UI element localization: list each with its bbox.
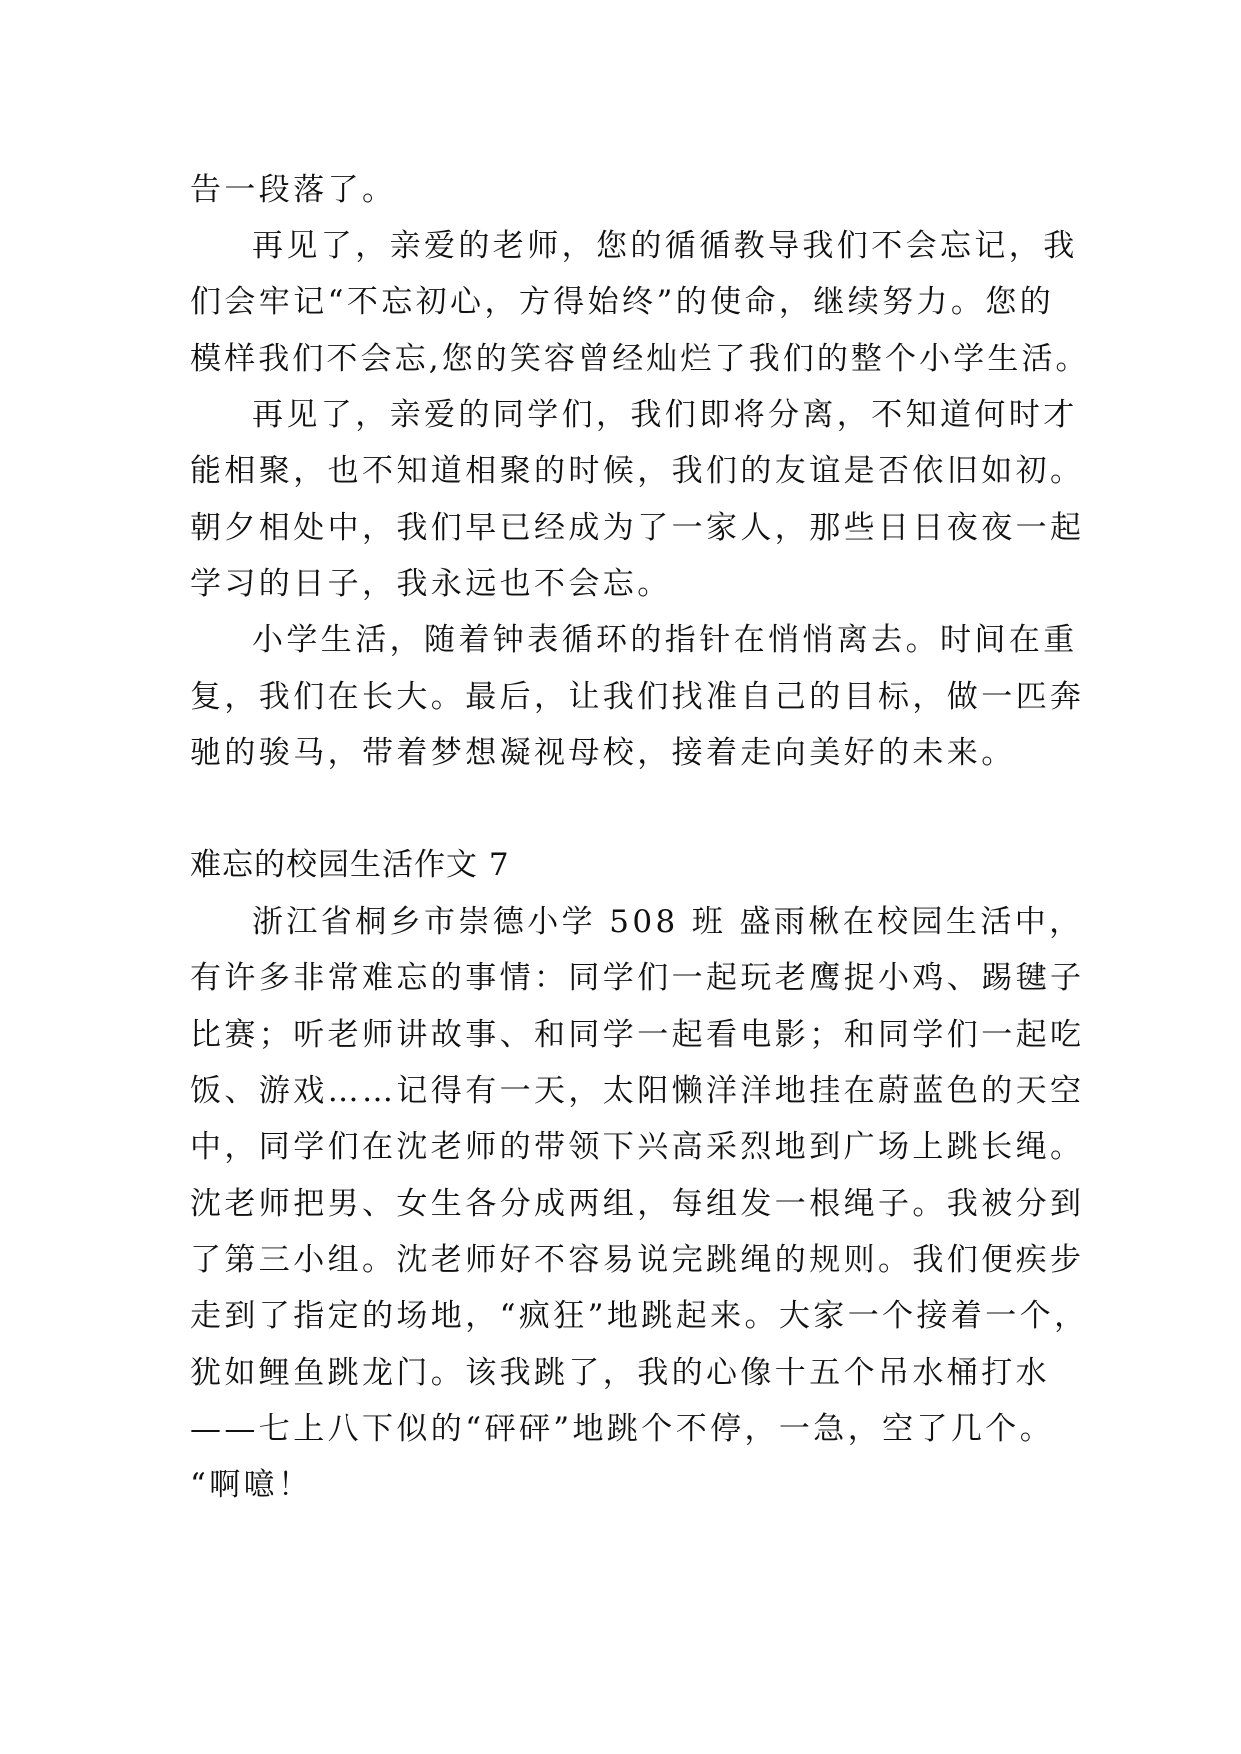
text-line: 犹如鲤鱼跳龙门。该我跳了，我的心像十五个吊水桶打水 bbox=[190, 1355, 1050, 1391]
text-line: 告一段落了。 bbox=[190, 172, 397, 208]
text-line: 了第三小组。沈老师好不容易说完跳绳的规则。我们便疾步 bbox=[190, 1242, 1085, 1278]
text-line: 小学生活，随着钟表循环的指针在悄悄离去。时间在重 bbox=[252, 622, 1078, 658]
text-line: 沈老师把男、女生各分成两组，每组发一根绳子。我被分到 bbox=[190, 1186, 1085, 1222]
text-line: “啊噫！ bbox=[190, 1467, 313, 1503]
text-line: 们会牢记“不忘初心，方得始终”的使命，继续努力。您的 bbox=[190, 284, 1055, 320]
text-line: 走到了指定的场地，“疯狂”地跳起来。大家一个接着一个， bbox=[190, 1298, 1089, 1334]
text-line: 有许多非常难忘的事情：同学们一起玩老鹰捉小鸡、踢毽子 bbox=[190, 960, 1085, 996]
text-line: 再见了，亲爱的老师，您的循循教导我们不会忘记，我 bbox=[252, 228, 1078, 264]
text-line: 驰的骏马，带着梦想凝视母校，接着走向美好的未来。 bbox=[190, 735, 1016, 771]
text-line: 中，同学们在沈老师的带领下兴高采烈地到广场上跳长绳。 bbox=[190, 1129, 1085, 1165]
text-line: 模样我们不会忘,您的笑容曾经灿烂了我们的整个小学生活。 bbox=[190, 341, 1090, 377]
text-line: 饭、游戏……记得有一天，太阳懒洋洋地挂在蔚蓝色的天空 bbox=[190, 1073, 1085, 1109]
text-line: 学习的日子，我永远也不会忘。 bbox=[190, 566, 672, 602]
text-line: ——七上八下似的“砰砰”地跳个不停，一急，空了几个。 bbox=[190, 1411, 1055, 1447]
text-line: 比赛；听老师讲故事、和同学一起看电影；和同学们一起吃 bbox=[190, 1017, 1085, 1053]
text-line: 再见了，亲爱的同学们，我们即将分离，不知道何时才 bbox=[252, 397, 1078, 433]
text-line: 朝夕相处中，我们早已经成为了一家人，那些日日夜夜一起 bbox=[190, 510, 1085, 546]
text-line: 能相聚，也不知道相聚的时候，我们的友谊是否依旧如初。 bbox=[190, 453, 1085, 489]
text-line: 复，我们在长大。最后，让我们找准自己的目标，做一匹奔 bbox=[190, 679, 1085, 715]
text-line: 浙江省桐乡市崇德小学 508 班 盛雨楸在校园生活中， bbox=[252, 904, 1084, 940]
section-title: 难忘的校园生活作文 7 bbox=[190, 847, 510, 883]
